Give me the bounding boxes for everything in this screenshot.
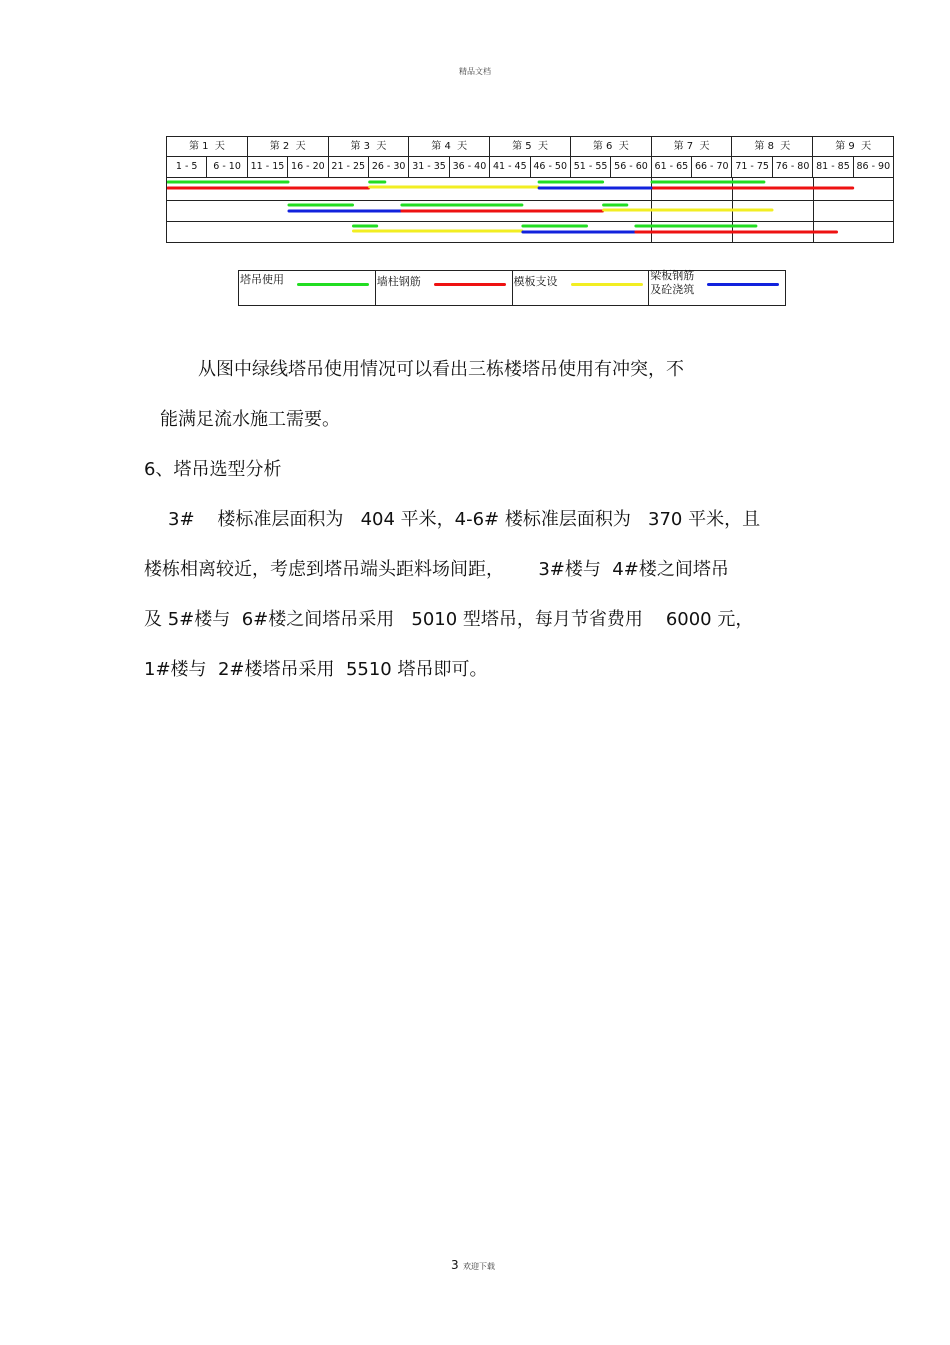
range-header-cell: 11 - 15 xyxy=(248,156,288,177)
day-header-cell: 第 8 天 xyxy=(732,137,813,156)
day-header-cell: 第 3 天 xyxy=(329,137,410,156)
legend-swatch xyxy=(707,283,779,286)
range-header-cell: 16 - 20 xyxy=(288,156,328,177)
legend-swatch xyxy=(297,283,369,286)
range-header-cell: 1 - 5 xyxy=(167,156,207,177)
paragraph-line: 3# 楼标准层面积为 404 平米，4-6# 楼标准层面积为 370 平米，且 xyxy=(168,509,761,530)
range-header-cell: 36 - 40 xyxy=(450,156,490,177)
gantt-chart xyxy=(166,136,894,243)
range-header-cell: 76 - 80 xyxy=(773,156,813,177)
range-header-cell: 26 - 30 xyxy=(369,156,409,177)
range-header-cell: 86 - 90 xyxy=(856,161,891,172)
paragraph-line: 楼栋相离较近，考虑到塔吊端头距料场间距， 3#楼与 4#楼之间塔吊 xyxy=(144,559,729,580)
paragraph-line: 1#楼与 2#楼塔吊采用 5510 塔吊即可。 xyxy=(144,659,488,680)
gantt-bars-layer xyxy=(167,137,893,242)
legend-label: 塔吊使用 xyxy=(240,273,284,286)
legend-item-beam-slab xyxy=(649,271,785,305)
section-heading: 6、塔吊选型分析 xyxy=(144,459,282,480)
range-header-cell: 81 - 85 xyxy=(813,156,853,177)
legend-swatch xyxy=(571,283,643,286)
range-header-cell: 66 - 70 xyxy=(692,156,732,177)
day-header-cell: 第 6 天 xyxy=(571,137,652,156)
legend-label: 模板支设 xyxy=(513,275,558,288)
range-header-cell: 41 - 45 xyxy=(490,156,530,177)
legend-item-wall-rebar xyxy=(376,271,513,305)
legend-swatch xyxy=(434,283,506,286)
range-header-cell: 51 - 55 xyxy=(571,156,611,177)
range-header-cell: 31 - 35 xyxy=(409,156,449,177)
page-number: 3 xyxy=(451,1258,459,1272)
day-header-cell: 第 1 天 xyxy=(167,137,248,156)
paragraph-line: 从图中绿线塔吊使用情况可以看出三栋楼塔吊使用有冲突，不 xyxy=(198,359,684,380)
footer-note: 欢迎下载 xyxy=(463,1262,495,1271)
day-header-cell: 第 5 天 xyxy=(490,137,571,156)
gantt-legend xyxy=(238,270,786,306)
watermark-text: 精品文档 xyxy=(459,67,491,76)
range-header-cell: 61 - 65 xyxy=(652,156,692,177)
legend-label: 梁板钢筋 及砼浇筑 xyxy=(650,269,695,296)
range-header-cell: 56 - 60 xyxy=(611,156,651,177)
day-header-cell: 第 4 天 xyxy=(409,137,490,156)
legend-item-crane xyxy=(239,271,376,305)
range-header-cell: 21 - 25 xyxy=(329,156,369,177)
day-header-cell: 第 2 天 xyxy=(248,137,329,156)
range-header-cell: 71 - 75 xyxy=(732,156,772,177)
day-header-cell: 第 7 天 xyxy=(652,137,733,156)
range-header-cell: 46 - 50 xyxy=(531,156,571,177)
legend-item-formwork xyxy=(513,271,650,305)
day-header-cell: 第 9 天 xyxy=(835,141,872,152)
paragraph-line: 及 5#楼与 6#楼之间塔吊采用 5010 型塔吊，每月节省费用 6000 元， xyxy=(144,609,754,630)
paragraph-line: 能满足流水施工需要。 xyxy=(160,409,340,430)
range-header-cell: 6 - 10 xyxy=(207,156,247,177)
legend-label: 墙柱钢筋 xyxy=(376,275,421,288)
